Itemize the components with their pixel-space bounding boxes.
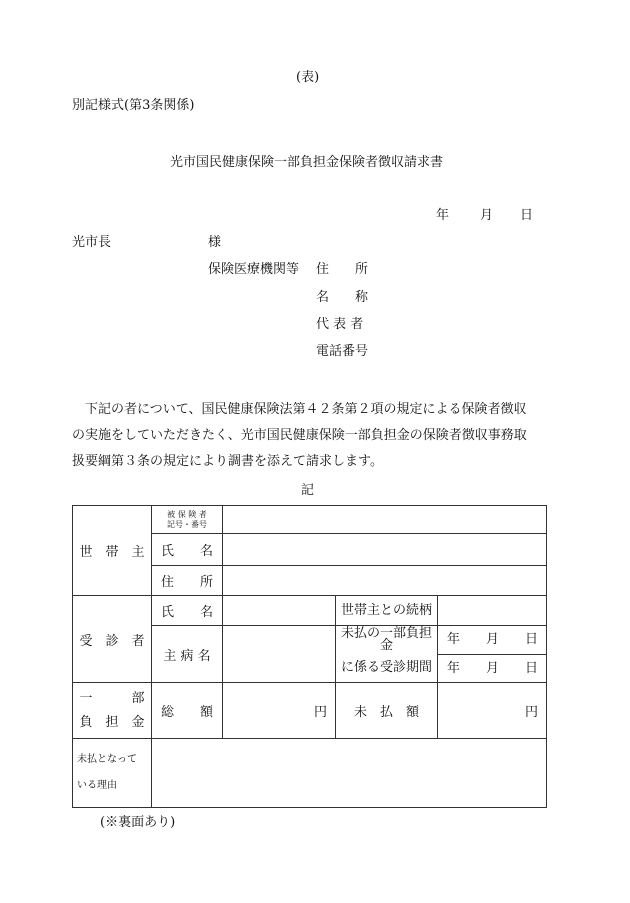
- relation-value[interactable]: [438, 596, 547, 626]
- date-day: 日: [520, 208, 534, 223]
- disease-value[interactable]: [223, 626, 336, 683]
- head-address-value[interactable]: [223, 566, 547, 596]
- front-side-label: (表): [296, 70, 320, 85]
- head-name-value[interactable]: [223, 534, 547, 566]
- unpaid-amount-value[interactable]: 円: [438, 683, 547, 739]
- insured-id-value[interactable]: [223, 506, 547, 534]
- ki-label: 記: [301, 483, 315, 498]
- unpaid-period-label-2: に係る受診期間: [336, 655, 438, 683]
- body-line: 下記の者について、国民健康保険法第４２条第２項の規定による保険者徴収: [72, 402, 527, 417]
- patient-label: 受 診 者: [73, 596, 152, 683]
- patient-name-value[interactable]: [223, 596, 336, 626]
- copay-line2: 負 担 金: [79, 714, 145, 730]
- total-value[interactable]: 円: [223, 683, 336, 739]
- requester-phone-label: 電話番号: [316, 344, 369, 359]
- form-label: 別記様式(第3条関係): [72, 98, 195, 113]
- reason-line2: いる理由: [77, 780, 117, 791]
- insured-id-line1: 被 保 険 者: [167, 509, 207, 519]
- unpaid-amount-label: 未 払 額: [336, 683, 438, 739]
- requester-name-label: 名 称: [316, 290, 369, 305]
- reason-label: [73, 739, 152, 808]
- requester-org-label: 保険医療機関等: [208, 262, 300, 277]
- total-label: 総 額: [152, 683, 223, 739]
- copay-label: [73, 683, 152, 739]
- reason-line1: 未払となって: [77, 754, 137, 765]
- unpaid-period-label-1: 未払の一部負担金: [336, 626, 438, 655]
- head-address-label: 住 所: [152, 566, 223, 596]
- document-title: 光市国民健康保険一部負担金保険者徴収請求書: [170, 155, 444, 170]
- copay-line1: 一 部: [79, 690, 145, 706]
- addressee-name: 光市長: [72, 235, 112, 250]
- period-to-date[interactable]: 年 月 日: [438, 655, 547, 683]
- relation-label: 世帯主との続柄: [336, 596, 438, 626]
- addressee-honorific: 様: [208, 235, 222, 250]
- head-name-label: 氏 名: [152, 534, 223, 566]
- period-from-date[interactable]: 年 月 日: [438, 626, 547, 655]
- patient-name-label: 氏 名: [152, 596, 223, 626]
- insured-id-line2: 記号・番号: [167, 519, 207, 529]
- back-side-note: (※裏面あり): [100, 815, 176, 830]
- insured-id-label: [152, 506, 223, 534]
- requester-address-label: 住 所: [316, 262, 369, 277]
- body-line: の実施をしていただきたく、光市国民健康保険一部負担金の保険者徴収事務取: [72, 428, 527, 443]
- claim-table: [72, 505, 547, 808]
- reason-value[interactable]: [152, 739, 547, 808]
- household-head-label: 世 帯 主: [73, 506, 152, 596]
- date-year: 年: [436, 208, 450, 223]
- date-month: 月: [480, 208, 494, 223]
- requester-rep-label: 代 表 者: [316, 317, 364, 332]
- body-paragraph: [72, 397, 552, 475]
- disease-label: 主 病 名: [152, 626, 223, 683]
- body-line: 扱要綱第３条の規定により調書を添えて請求します。: [72, 454, 383, 469]
